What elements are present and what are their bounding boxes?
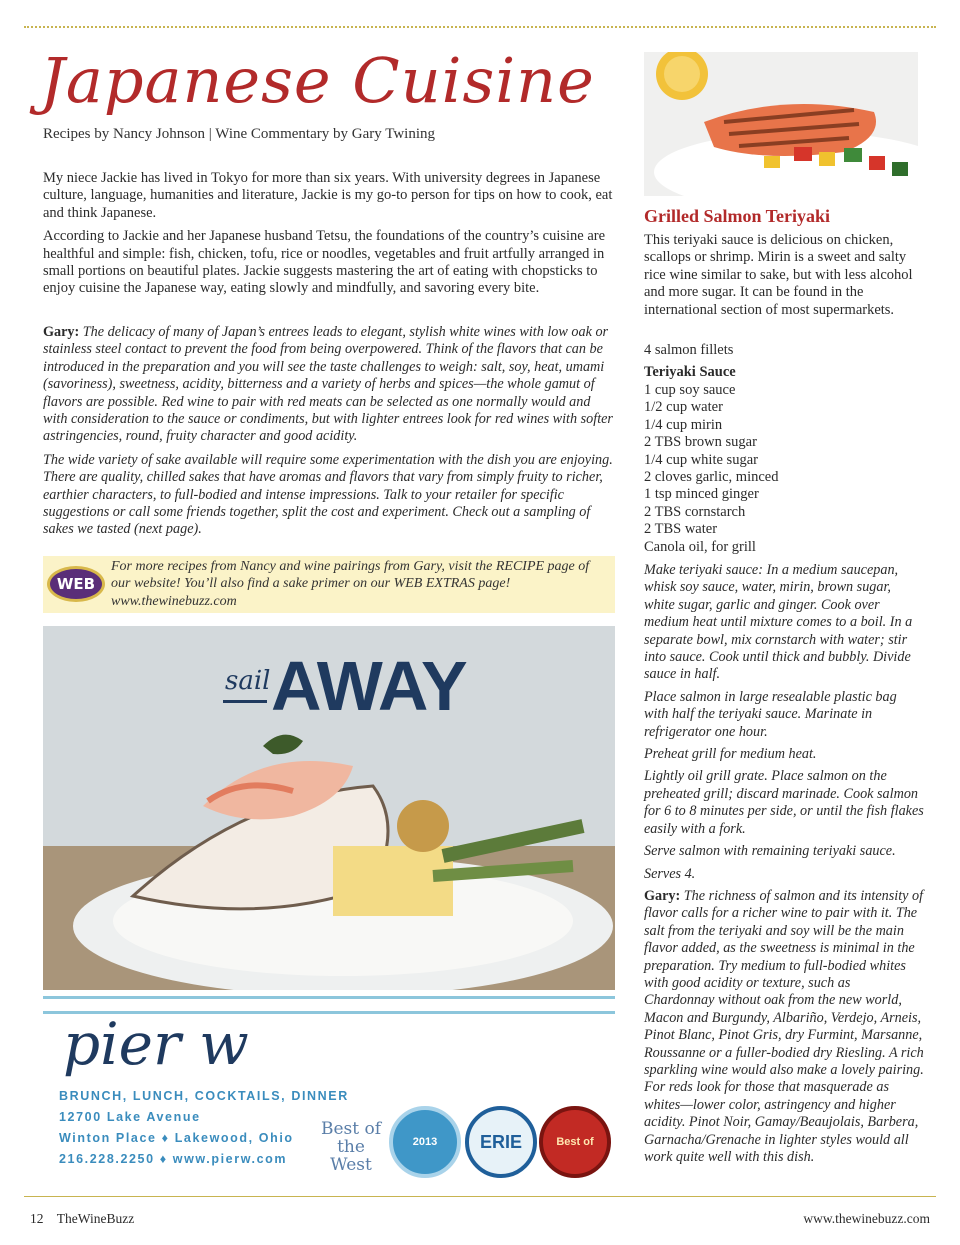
ad-contact: 216.228.2250 ♦ www.pierw.com: [59, 1152, 288, 1166]
ingredient-list: [644, 382, 924, 556]
recipe-description: [644, 232, 924, 319]
ad-tagline-sail: sail: [225, 666, 271, 696]
footer-url: www.thewinebuzz.com: [803, 1211, 930, 1226]
wine-commentary: [43, 324, 615, 545]
recipe-step: Preheat grill for medium heat.: [644, 746, 817, 763]
commentary-text: The delicacy of many of Japan’s entrees leads to elegant, stylish white wines with low oak or stainless steel contact to prevent the food from being overpowered. Think of the flavors that can be introduced in the preparation and you will see the taste challenges to weigh: salt, soy, heat, umami (savoriness), sweetness, acidity, bitterness and a variety of herbs and spices—the whole gamut of flavors are possible. Red wine to pair with red meats can be selected as one normally would and with consideration to the sauce or condiments, but with lighter entrees look for red wines with softer astringencies, round, fruity character and good acidity.: [43, 324, 613, 445]
ad-tagline-rule: [223, 700, 267, 703]
byline: Recipes by Nancy Johnson | Wine Commentary by Gary Twining: [43, 126, 435, 142]
list-item: 2 TBS brown sugar: [644, 434, 757, 451]
list-item: 2 TBS water: [644, 521, 718, 538]
recipe-step: Make teriyaki sauce: In a medium saucepan, whisk soy sauce, water, mirin, brown sugar, white sugar, garlic and ginger. Cook over medium heat until mixture comes to a boil. In a separate bowl, mix cornstarch with water; stir into sauce. Cook until thick and bubbly. Divide sauce in half.: [644, 562, 913, 683]
recipe-intro: This teriyaki sauce is delicious on chicken, scallops or shrimp. Mirin is a sweet and salty rice wine similar to sake, but with less alcohol and more sugar. It can be found in the international section of most supermarkets.: [644, 232, 913, 318]
commentary-paragraph: The wide variety of sake available will require some experimentation with the dish you are enjoying. There are quality, chilled sakes that have aromas and flavors that vary from simply fruity to richer, earthier characters, to full-bodied and intense impressions. Talk to your retailer for specific suggestions or call some friends together, split the cost and experiment. Check out a sampling of sakes we tasted (next page).: [43, 451, 613, 538]
ad-food-photo: [43, 626, 615, 990]
cleveland-magazine-badge: 2013: [389, 1106, 461, 1178]
commentary-author: Gary:: [644, 887, 681, 904]
list-item: 1/4 cup mirin: [644, 416, 723, 433]
list-item: 2 TBS cornstarch: [644, 503, 746, 520]
ad-city: Winton Place ♦ Lakewood, Ohio: [59, 1131, 294, 1145]
pier-w-advertisement: [43, 626, 615, 1196]
intro-paragraph: My niece Jackie has lived in Tokyo for more than six years. With university degrees in Japanese culture, language, humanities and literature, Jackie is my go-to person for tips on how to cook, eat and think Japanese.: [43, 170, 613, 221]
list-item: 1/2 cup water: [644, 399, 723, 416]
salmon-ingredient: 4 salmon fillets: [644, 342, 734, 358]
list-item: 1/4 cup white sugar: [644, 451, 758, 468]
ad-services: BRUNCH, LUNCH, COCKTAILS, DINNER: [59, 1089, 349, 1103]
intro-text: [43, 170, 615, 304]
recipe-step: Lightly oil grill grate. Place salmon on the preheated grill; discard marinade. Cook salmon for 6 to 8 minutes per side, or until the fish flakes easily with a fork.: [644, 768, 924, 837]
salmon-photo: [644, 52, 918, 196]
list-item: 1 tsp minced ginger: [644, 486, 759, 503]
list-item: Canola oil, for grill: [644, 538, 756, 555]
top-dotted-rule: [24, 26, 936, 28]
list-item: 1 cup soy sauce: [644, 382, 736, 398]
sauce-heading: [644, 364, 924, 381]
list-item: 2 cloves garlic, minced: [644, 469, 779, 486]
best-of-cleveland-badge: Best of: [539, 1106, 611, 1178]
page-title: Japanese Cuisine: [40, 44, 595, 117]
sauce-heading-text: Teriyaki Sauce: [644, 364, 736, 380]
recipe-steps: [644, 562, 924, 1171]
ad-street-address: 12700 Lake Avenue: [59, 1110, 201, 1124]
commentary-author: Gary:: [43, 324, 80, 340]
best-of-lake-erie-badge: ERIE: [465, 1106, 537, 1178]
best-of-the-west-badge: Best of the West: [320, 1119, 382, 1175]
page-number: 12: [30, 1211, 44, 1226]
commentary-paragraph: [43, 324, 615, 446]
recipe-wine-commentary: [644, 888, 924, 1167]
footer-left: [30, 1211, 134, 1227]
publication-name: TheWineBuzz: [56, 1211, 135, 1226]
commentary-text: The richness of salmon and its intensity of flavor calls for a richer wine to pair with it. The salt from the teriyaki and soy will be the main flavor added, as the sweetness is minimal in the preparation. Try medium to full-bodied whites with good acidity or texture, such as Chardonnay without oak from the new world, Macon and Burgundy, Albariño, Verdejo, Arneis, Pinot Blanc, Pinot Gris, dry Furmint, Marsanne, Roussanne or a fuller-bodied dry Riesling. A rich sparkling wine would also make a lovely pairing. For reds look for those that masquerade as whites—lower color, astringency and higher acidity. Pinot Noir, Gamay/Beaujolais, Barbera, Garnacha/Grenache in lighter styles would all work quite well with this dish.: [644, 887, 924, 1165]
web-extras-banner: [43, 556, 615, 613]
recipe-step: Serve salmon with remaining teriyaki sauce.: [644, 843, 896, 860]
footer-rule: [24, 1196, 936, 1197]
recipe-title: Grilled Salmon Teriyaki: [644, 206, 831, 226]
intro-paragraph: According to Jackie and her Japanese husband Tetsu, the foundations of the country’s cuisine are healthful and simple: fish, chicken, tofu, rice or noodles, vegetables and fruit artfully arranged in small portions on beautiful plates. Jackie suggests mastering the art of eating with chopsticks to enjoy cuisine the Japanese way, eating slowly and mindfully, and savoring every bite.: [43, 228, 606, 297]
pier-w-logo: pier w: [63, 1010, 249, 1078]
recipe-step: Place salmon in large resealable plastic bag with half the teriyaki sauce. Marinate in refrigerator one hour.: [644, 688, 897, 740]
web-badge-icon: WEB: [47, 566, 105, 602]
web-extras-text: For more recipes from Nancy and wine pairings from Gary, visit the RECIPE page of our website! You’ll also find a sake primer on our WEB EXTRAS page! www.thewinebuzz.com: [111, 559, 590, 609]
ad-tagline-away: AWAY: [271, 647, 467, 725]
grilled-salmon-illustration: [644, 52, 918, 196]
recipe-step: Serves 4.: [644, 865, 696, 882]
